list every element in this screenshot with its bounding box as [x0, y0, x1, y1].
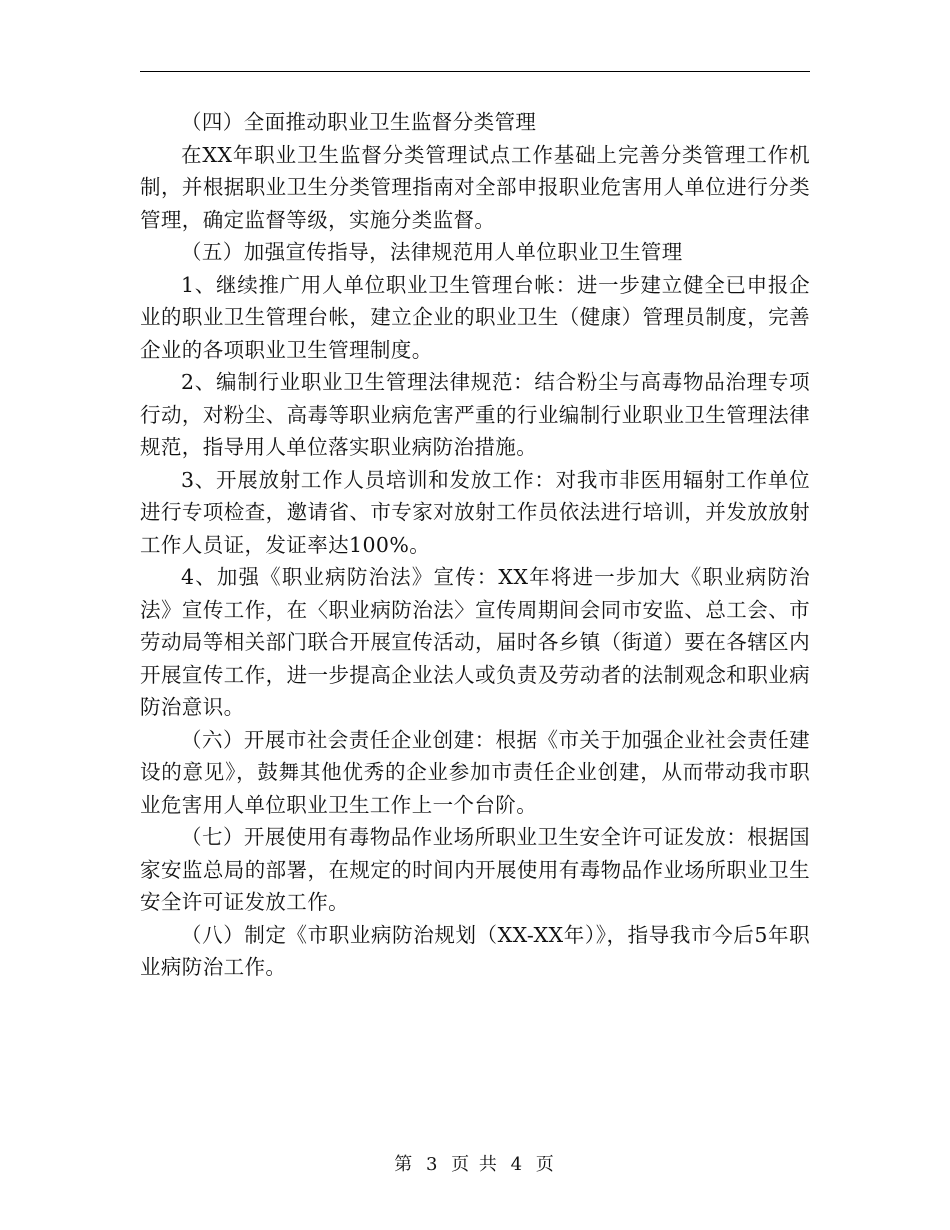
paragraph-section-4-body: 在XX年职业卫生监督分类管理试点工作基础上完善分类管理工作机制，并根据职业卫生分类管理指南对全部申报职业危害用人单位进行分类管理，确定监督等级，实施分类监督。	[140, 142, 810, 232]
page-footer	[0, 1150, 950, 1176]
footer-total-pages: 4	[510, 1154, 525, 1175]
paragraph-section-5-heading: （五）加强宣传指导，法律规范用人单位职业卫生管理	[181, 240, 683, 264]
paragraph-item-1: 1、继续推广用人单位职业卫生管理台帐：进一步建立健全已申报企业的职业卫生管理台帐，建立企业的职业卫生（健康）管理员制度，完善企业的各项职业卫生管理制度。	[140, 272, 810, 362]
paragraph-section-8: （八）制定《市职业病防治规划（XX-XX年）》，指导我市今后5年职业病防治工作。	[140, 922, 810, 979]
paragraph-item-4: 4、加强《职业病防治法》宣传：XX年将进一步加大《职业病防治法》宣传工作，在〈职业病防治法〉宣传周期间会同市安监、总工会、市劳动局等相关部门联合开展宣传活动，届时各乡镇（街道）要在各辖区内开展宣传工作，进一步提高企业法人或负责及劳动者的法制观念和职业病防治意识。	[140, 565, 810, 719]
paragraph-section-4-heading: （四）全面推动职业卫生监督分类管理	[181, 110, 537, 134]
footer-page-number: 3	[425, 1154, 440, 1175]
paragraph-item-2: 2、编制行业职业卫生管理法律规范：结合粉尘与高毒物品治理专项行动，对粉尘、高毒等职业病危害严重的行业编制行业职业卫生管理法律规范，指导用人单位落实职业病防治措施。	[140, 370, 810, 459]
footer-middle: 页 共	[451, 1154, 499, 1175]
footer-prefix: 第	[394, 1154, 415, 1175]
paragraph-section-6: （六）开展市社会责任企业创建：根据《市关于加强企业社会责任建设的意见》，鼓舞其他优秀的企业参加市责任企业创建，从而带动我市职业危害用人单位职业卫生工作上一个台阶。	[140, 727, 810, 817]
footer-suffix: 页	[535, 1154, 556, 1175]
document-body	[140, 106, 810, 984]
paragraph-item-3: 3、开展放射工作人员培训和发放工作：对我市非医用辐射工作单位进行专项检查，邀请省、市专家对放射工作员依法进行培训，并发放放射工作人员证，发证率达100%。	[140, 467, 810, 557]
header-rule	[140, 71, 810, 72]
paragraph-section-7: （七）开展使用有毒物品作业场所职业卫生安全许可证发放：根据国家安监总局的部署，在规定的时间内开展使用有毒物品作业场所职业卫生安全许可证发放工作。	[140, 825, 810, 914]
